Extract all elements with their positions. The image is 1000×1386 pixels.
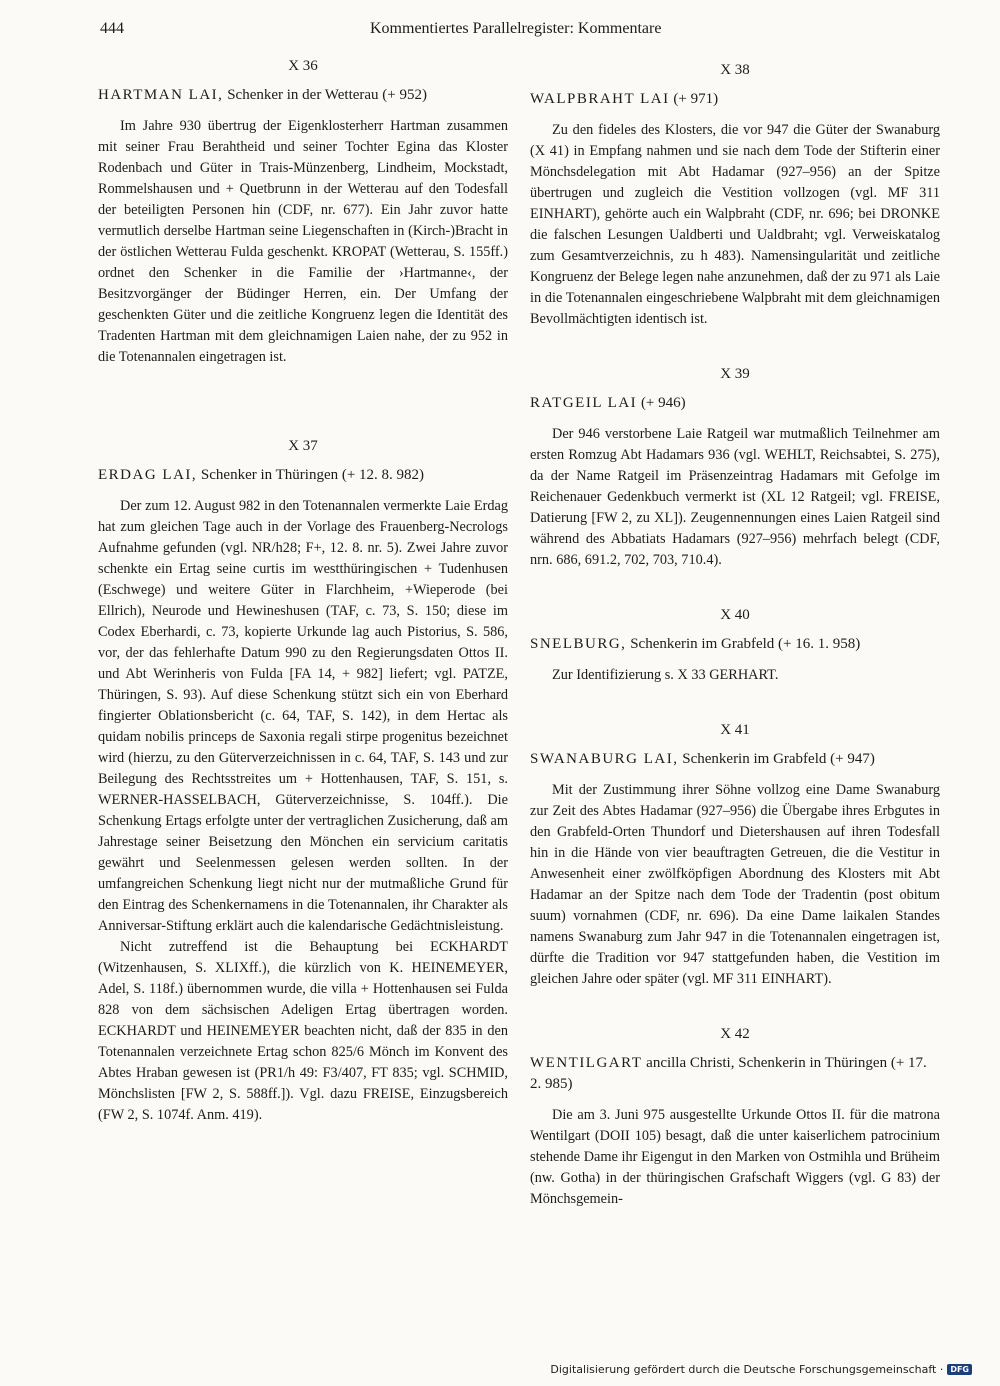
entry-paragraph: Die am 3. Juni 975 ausgestellte Urkunde Ottos II. für die matrona Wentilgart (DOII 105) besagt, daß die unter kaiserlichem patrocinium stehende Dame ihr Eigengut in den Marken von Ostmihla und Brüheim (nw. Gotha) in der thüringischen Grafschaft Wiggers (vgl. G 83) der Mönchsgemein- <box>530 1107 940 1207</box>
entry-paragraph: Mit der Zustimmung ihrer Söhne vollzog eine Dame Swanaburg zur Zeit des Abtes Hadamar (927–956) die Übergabe ihres Erbgutes in den Grabfeld-Orten Thundorf und Dietershausen auf ihren Todesfall hin in die Hände von vier beauftragten Getreuen, die die Vestitur in Anwesenheit einer zwölfköpfigen Abordnung des Klosters mit Abt Hadamar an der Spitze nach dem Tode der Tradentin (post obitum suum) vornahmen (CDF, nr. 696). Da eine Dame laikalen Standes namens Swanaburg zum Jahr 947 in die Totenannalen eingetragen ist, dürfte die Tradition vor 947 stattgefunden haben, die Vestition im gleichen Jahre oder später (vgl. MF 311 EINHART). <box>530 782 940 987</box>
entry-heading <box>530 749 940 770</box>
entry-name: SNELBURG, <box>530 636 627 652</box>
entry-x41 <box>530 722 940 990</box>
entry-name: WENTILGART <box>530 1055 643 1071</box>
entry-heading-rest: (+ 946) <box>640 395 686 411</box>
entry-paragraph: Im Jahre 930 übertrug der Eigenklosterherr Hartman zusammen mit seiner Frau Berahtheid und seiner Tochter Egina das Kloster Rodenbach und Güter in Trais-Münzenberg, Lindheim, Mockstadt, Rommelshausen und + Quetbrunn in der Wetterau auf den Todesfall der beteiligten Personen hin (CDF, nr. 677). Ein Jahr zuvor hatte vermutlich derselbe Hartman seine Liegenschaften in (Kirch-)Bracht in der östlichen Wetterau Fulda geschenkt. KROPAT (Wetterau, S. 155ff.) ordnet den Schenker in die Familie der ›Hartmanne‹, der Besitzvorgänger der Büdinger Herren, ein. Der Umfang der geschenkten Güter und die zeitliche Kongruenz legen die Identität des Tradenten Hartman mit dem gleichnamigen Laien nahe, der zu 952 in die Totenannalen eingetragen ist. <box>98 118 508 365</box>
dfg-logo: DFG <box>947 1364 972 1375</box>
entry-heading <box>530 89 940 110</box>
entry-paragraph: Der 946 verstorbene Laie Ratgeil war mutmaßlich Teilnehmer am ersten Romzug Abt Hadamars 936 (vgl. WEHLT, Reichsabtei, S. 275), da der Name Ratgeil im Präsenzeintrag Hadamars mit Gefolge im Reichenauer Gedenkbuch vermerkt ist (XL 12 Ratgeil; vgl. FREISE, Datierung [FW 2, zu XL]). Zeugennennungen eines Laien Ratgeil sind während des Abbatiats Hadamars (927–956) mehrfach belegt (CDF, nrn. 686, 691.2, 702, 703, 710.4). <box>530 426 940 568</box>
entry-paragraph: Der zum 12. August 982 in den Totenannalen vermerkte Laie Erdag hat zum gleichen Tage auch in der Vorlage des Frauenberg-Necrologs Aufnahme gefunden (vgl. NR/h28; F+, 12. 8. nr. 5). Zwei Jahre zuvor schenkte ein Ertag seine curtis im westthüringischen + Tudenhusen (Eschwege) und weitere Güter in Flarchheim, +Wieperode (bei Ellrich), Neurode und Hewineshusen (TAF, c. 73, S. 150; diese im Codex Eberhardi, c. 73, kopierte Urkunde lag auch Pistorius, S. 586, vor, der das fehlerhafte Datum 990 zu den Regierungsdaten Ottos II. und Abt Werinheris von Fulda [FA 14, + 982] liefert; vgl. PATZE, Thüringen, S. 93). Auf diese Schenkung stützt sich ein von Eberhard fingierter Oblationsbericht (c. 64, TAF, S. 142), in dem Hertac als quidam nobilis princeps de Saxonia regali stirpe progenitus bezeichnet wird (hierzu, zu den Güterverzeichnissen in c. 64, TAF, S. 143 und zur Beilegung des Rechtsstreites um + Hottenhausen, TAF, S. 151, s. WERNER-HASSELBACH, Güterverzeichnisse, S. 104ff.). Die Schenkung Ertags erfolgte unter der vertraglichen Zusicherung, daß am Jahrestage seiner Beisetzung den Mönchen ein servicium caritatis gewährt und Seelenmessen gelesen werden sollten. In der umfangreichen Schenkung liegt nicht nur der mutmaßliche Grund für den Eintrag des Schenkernamens in die Totenannalen, ihr Charakter als Anniversar-Stiftung erklärt auch die kalendarische Gedächtnisleistung. <box>98 498 508 934</box>
entry-heading-rest: Schenkerin im Grabfeld (+ 16. 1. 958) <box>630 636 861 652</box>
entry-heading <box>530 393 940 414</box>
entry-name: SWANABURG LAI, <box>530 751 679 767</box>
right-column <box>530 62 940 1210</box>
entry-x37 <box>98 438 508 1126</box>
entry-x38 <box>530 62 940 330</box>
digitization-credit <box>550 1363 972 1376</box>
entry-heading <box>530 634 940 655</box>
entry-heading-rest: Schenkerin im Grabfeld (+ 947) <box>682 751 875 767</box>
running-head: Kommentiertes Parallelregister: Kommentare <box>370 20 662 37</box>
entry-heading-rest: Schenker in der Wetterau (+ 952) <box>227 87 428 103</box>
entry-x42 <box>530 1026 940 1210</box>
entry-number: X 36 <box>288 58 318 74</box>
entry-number: X 42 <box>720 1026 750 1042</box>
credit-text: Digitalisierung gefördert durch die Deutsche Forschungsgemeinschaft · <box>550 1363 944 1376</box>
entry-name: HARTMAN LAI, <box>98 87 224 103</box>
entry-name: RATGEIL LAI <box>530 395 638 411</box>
entry-heading-rest: Schenker in Thüringen (+ 12. 8. 982) <box>200 467 425 483</box>
entry-heading <box>98 85 508 106</box>
entry-x40 <box>530 607 940 686</box>
page-number: 444 <box>100 20 124 37</box>
entry-number: X 40 <box>720 607 750 623</box>
entry-name: ERDAG LAI, <box>98 467 198 483</box>
entry-number: X 37 <box>288 438 318 454</box>
entry-paragraph: Nicht zutreffend ist die Behauptung bei ECKHARDT (Witzenhausen, S. XLIXff.), die kürzlich von K. HEINEMEYER, Adel, S. 118f.) übernommen wurde, die villa + Hottenhausen sei Fulda 828 von dem sächsischen Adeligen Ertag übertragen worden. ECKHARDT und HEINEMEYER beachten nicht, daß der 835 in den Totenannalen verzeichnete Ertag schon 825/6 Mönch im Konvent des Abtes Hraban gewesen ist (PR1/h 49: F3/407, FT 835; vgl. SCHMID, Mönchslisten [FW 2, S. 588ff.]). Vgl. dazu FREISE, Einzugsbereich (FW 2, S. 1074f. Anm. 419). <box>98 939 508 1123</box>
entry-heading <box>98 465 508 486</box>
entry-number: X 38 <box>720 62 750 78</box>
entry-x39 <box>530 366 940 571</box>
entry-number: X 39 <box>720 366 750 382</box>
entry-number: X 41 <box>720 722 750 738</box>
entry-paragraph: Zu den fideles des Klosters, die vor 947 die Güter der Swanaburg (X 41) in Empfang nahmen und sie nach dem Tode der Stifterin einer Mönchsdelegation mit Abt Hadamar (927–956) an der Spitze übertrugen und zugleich die Vestition vollzogen (vgl. MF 311 EINHART), gehörte auch ein Walpbraht (CDF, nr. 696; bei DRONKE die falschen Lesungen Ualdberti und Ualdbraht; vgl. Verweiskatalog zum Gesamtverzeichnis, zu h 483). Namensingularität und zeitliche Kongruenz der Belege legen nahe anzunehmen, daß der zu 971 als Laie in die Totenannalen eingeschriebene Walpbraht mit dem gleichnamigen Bevollmächtigten identisch ist. <box>530 122 940 327</box>
entry-heading-rest: ancilla Christi, Schenkerin in Thüringen (+ 17. 2. 985) <box>530 1055 927 1092</box>
left-column <box>98 58 508 1126</box>
entry-heading-rest: (+ 971) <box>673 91 719 107</box>
entry-heading <box>530 1053 940 1095</box>
entry-paragraph: Zur Identifizierung s. X 33 GERHART. <box>552 667 779 683</box>
entry-name: WALPBRAHT LAI <box>530 91 670 107</box>
entry-x36 <box>98 58 508 368</box>
